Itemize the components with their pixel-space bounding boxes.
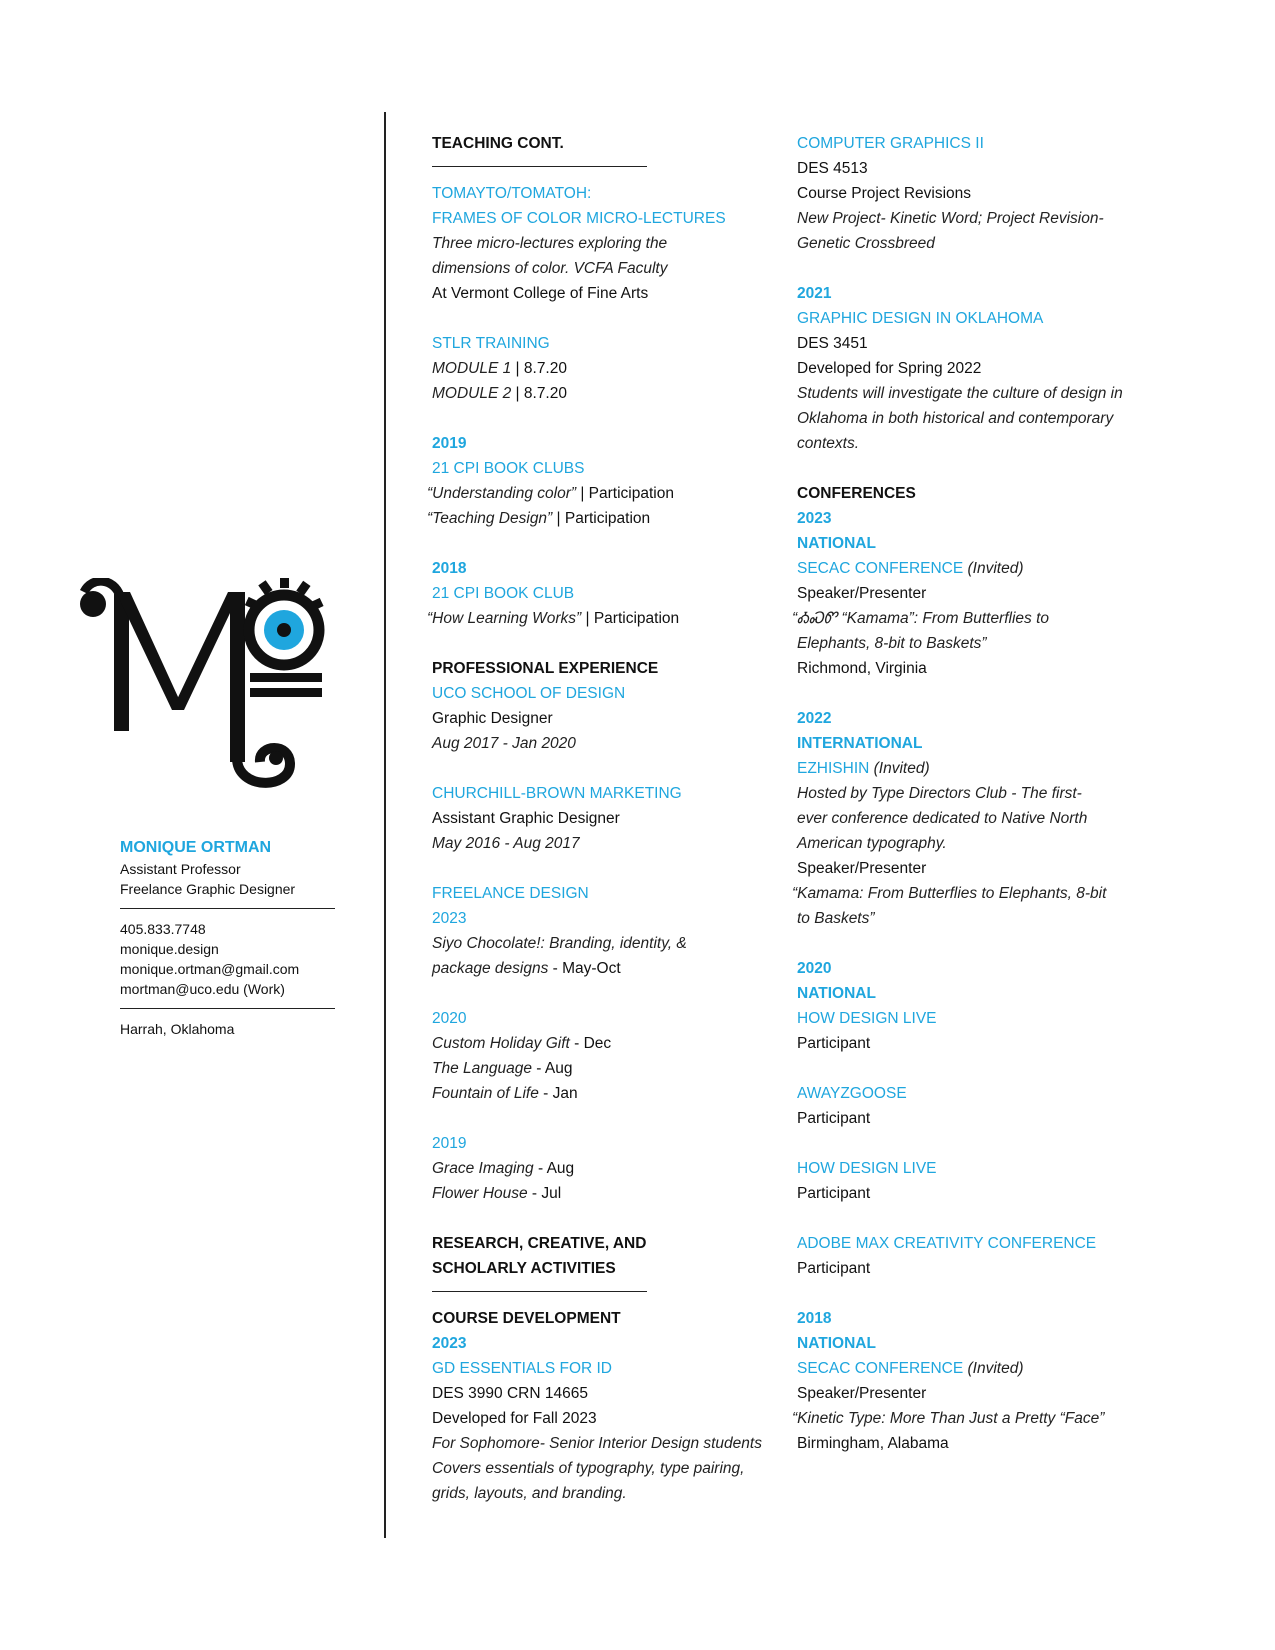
- entry-title: ADOBE MAX CREATIVITY CONFERENCE: [797, 1235, 1097, 1252]
- entry-title: HOW DESIGN LIVE: [797, 1010, 937, 1027]
- project-name: Fountain of Life: [432, 1085, 539, 1102]
- module-date: | 8.7.20: [511, 385, 567, 402]
- section-heading-research: SCHOLARLY ACTIVITIES: [432, 1260, 616, 1277]
- entry-detail: [432, 381, 777, 406]
- main-column-left: [427, 131, 777, 1506]
- book-title: “Teaching Design”: [427, 510, 553, 527]
- entry-detail: [432, 1181, 777, 1206]
- entry-detail: [432, 1031, 777, 1056]
- entry-description: Genetic Crossbreed: [797, 235, 935, 252]
- talk-title: to Baskets”: [797, 910, 875, 927]
- entry-role: Assistant Graphic Designer: [432, 810, 620, 827]
- profile-email-work[interactable]: mortman@uco.edu (Work): [120, 981, 285, 997]
- entry-role: Participant: [797, 1260, 871, 1277]
- entry-title: HOW DESIGN LIVE: [797, 1160, 937, 1177]
- entry-detail: [432, 956, 777, 981]
- entry-location: Birmingham, Alabama: [797, 1435, 949, 1452]
- entry-description: Oklahoma in both historical and contemporary: [797, 410, 1114, 427]
- entry-title: 21 CPI BOOK CLUBS: [432, 460, 585, 477]
- module-label: MODULE 2: [432, 385, 512, 402]
- year-label: 2022: [797, 710, 832, 727]
- section-heading-teaching-cont: TEACHING CONT.: [432, 135, 564, 152]
- main-column-right: [792, 131, 1137, 1456]
- participation-label: | Participation: [581, 610, 680, 627]
- entry-title: UCO SCHOOL OF DESIGN: [432, 685, 626, 702]
- project-name: Flower House: [432, 1185, 528, 1202]
- year-label: 2020: [432, 1010, 467, 1027]
- participation-label: | Participation: [576, 485, 674, 502]
- profile-phone[interactable]: 405.833.7748: [120, 921, 206, 937]
- profile-location: Harrah, Oklahoma: [120, 1021, 235, 1037]
- entry-description: dimensions of color. VCFA Faculty: [432, 260, 668, 277]
- scope-label: NATIONAL: [797, 535, 876, 552]
- entry-description: American typography.: [797, 835, 947, 852]
- entry-role: Graphic Designer: [432, 710, 553, 727]
- entry-detail: Course Project Revisions: [797, 185, 972, 202]
- scope-label: INTERNATIONAL: [797, 735, 923, 752]
- year-label: 2023: [432, 1335, 467, 1352]
- year-label: 2018: [797, 1310, 832, 1327]
- section-heading-conferences: CONFERENCES: [797, 485, 916, 502]
- entry-detail: [427, 606, 777, 631]
- entry-title: 21 CPI BOOK CLUB: [432, 585, 575, 602]
- year-label: 2019: [432, 1135, 467, 1152]
- profile-title-1: Assistant Professor: [120, 861, 241, 877]
- entry-role: Speaker/Presenter: [797, 1385, 927, 1402]
- entry-dates: Aug 2017 - Jan 2020: [432, 735, 576, 752]
- entry-detail: DES 3990 CRN 14665: [432, 1385, 588, 1402]
- project-date: - Jul: [527, 1185, 562, 1202]
- profile-divider: [120, 1008, 335, 1009]
- book-title: “Understanding color”: [427, 485, 577, 502]
- entry-title: FREELANCE DESIGN: [432, 885, 589, 902]
- project-date: - Aug: [533, 1160, 575, 1177]
- project-name: Grace Imaging: [432, 1160, 534, 1177]
- entry-description: Students will investigate the culture of design in: [797, 385, 1123, 402]
- entry-role: Participant: [797, 1035, 871, 1052]
- entry-title: GD ESSENTIALS FOR ID: [432, 1360, 613, 1377]
- entry-description: Hosted by Type Directors Club - The first-: [797, 785, 1082, 802]
- entry-description: grids, layouts, and branding.: [432, 1485, 627, 1502]
- entry-role: Participant: [797, 1185, 871, 1202]
- project-date: - Jan: [538, 1085, 578, 1102]
- entry-description: ever conference dedicated to Native North: [797, 810, 1088, 827]
- entry-detail: DES 4513: [797, 160, 868, 177]
- scope-label: NATIONAL: [797, 985, 876, 1002]
- project-date: - Dec: [569, 1035, 612, 1052]
- entry-title: FRAMES OF COLOR MICRO-LECTURES: [432, 210, 726, 227]
- project-date: - May-Oct: [548, 960, 621, 977]
- profile-title-2: Freelance Graphic Designer: [120, 881, 296, 897]
- profile-block: [120, 837, 335, 1039]
- entry-title: SECAC CONFERENCE: [797, 1360, 964, 1377]
- entry-role: Speaker/Presenter: [797, 585, 927, 602]
- invited-label: (Invited): [963, 1360, 1024, 1377]
- entry-dates: May 2016 - Aug 2017: [432, 835, 580, 852]
- talk-title: “Kamama: From Butterflies to Elephants, 8-bit: [792, 885, 1107, 902]
- entry-detail: At Vermont College of Fine Arts: [432, 285, 649, 302]
- vertical-divider: [384, 112, 386, 1538]
- scope-label: NATIONAL: [797, 1335, 876, 1352]
- year-label: 2020: [797, 960, 832, 977]
- entry-detail: [432, 1156, 777, 1181]
- talk-title: Elephants, 8-bit to Baskets”: [797, 635, 987, 652]
- entry-description: For Sophomore- Senior Interior Design students: [432, 1435, 762, 1452]
- entry-detail: [427, 506, 777, 531]
- entry-detail: DES 3451: [797, 335, 868, 352]
- entry-title: EZHISHIN: [797, 760, 870, 777]
- entry-detail: Developed for Fall 2023: [432, 1410, 597, 1427]
- sidebar: [0, 0, 385, 1650]
- entry-role: Participant: [797, 1110, 871, 1127]
- entry-description: New Project- Kinetic Word; Project Revision-: [797, 210, 1104, 227]
- entry-title: COMPUTER GRAPHICS II: [797, 135, 984, 152]
- year-label: 2018: [432, 560, 467, 577]
- entry-detail: [432, 356, 777, 381]
- year-label: 2021: [797, 285, 832, 302]
- entry-location: Richmond, Virginia: [797, 660, 927, 677]
- project-date: - Aug: [531, 1060, 573, 1077]
- invited-label: (Invited): [869, 760, 930, 777]
- entry-detail: [432, 1081, 777, 1106]
- entry-title-line: [797, 1356, 1137, 1381]
- book-title: “How Learning Works”: [427, 610, 582, 627]
- entry-title: STLR TRAINING: [432, 335, 550, 352]
- section-divider: [432, 1291, 647, 1292]
- year-label: 2023: [432, 910, 467, 927]
- talk-title: “ᎣᏍᏛ “Kamama”: From Butterflies to: [792, 610, 1050, 627]
- talk-title: “Kinetic Type: More Than Just a Pretty “Face”: [792, 1410, 1105, 1427]
- entry-title: TOMAYTO/TOMATOH:: [432, 185, 592, 202]
- profile-email-personal[interactable]: monique.ortman@gmail.com: [120, 961, 300, 977]
- subsection-heading-course-development: COURSE DEVELOPMENT: [432, 1310, 621, 1327]
- entry-description: Three micro-lectures exploring the: [432, 235, 668, 252]
- entry-detail: [432, 1056, 777, 1081]
- entry-title-line: [797, 756, 1137, 781]
- participation-label: | Participation: [552, 510, 651, 527]
- entry-title: AWAYZGOOSE: [797, 1085, 907, 1102]
- section-heading-research: RESEARCH, CREATIVE, AND: [432, 1235, 647, 1252]
- entry-description: Covers essentials of typography, type pairing,: [432, 1460, 745, 1477]
- profile-divider: [120, 908, 335, 909]
- entry-title: GRAPHIC DESIGN IN OKLAHOMA: [797, 310, 1044, 327]
- entry-title: CHURCHILL-BROWN MARKETING: [432, 785, 682, 802]
- section-divider: [432, 166, 647, 167]
- section-heading-professional-experience: PROFESSIONAL EXPERIENCE: [432, 660, 659, 677]
- module-date: | 8.7.20: [511, 360, 567, 377]
- project-name: The Language: [432, 1060, 532, 1077]
- entry-title: SECAC CONFERENCE: [797, 560, 964, 577]
- entry-detail: [427, 481, 777, 506]
- project-name: package designs: [432, 960, 549, 977]
- profile-website[interactable]: monique.design: [120, 941, 219, 957]
- entry-title-line: [797, 556, 1137, 581]
- profile-name: MONIQUE ORTMAN: [120, 839, 272, 856]
- entry-role: Speaker/Presenter: [797, 860, 927, 877]
- mo-monogram-logo: [78, 578, 340, 796]
- entry-detail: Developed for Spring 2022: [797, 360, 982, 377]
- year-label: 2023: [797, 510, 832, 527]
- entry-description: contexts.: [797, 435, 860, 452]
- invited-label: (Invited): [963, 560, 1024, 577]
- module-label: MODULE 1: [432, 360, 512, 377]
- year-label: 2019: [432, 435, 467, 452]
- entry-description: Siyo Chocolate!: Branding, identity, &: [432, 935, 687, 952]
- project-name: Custom Holiday Gift: [432, 1035, 570, 1052]
